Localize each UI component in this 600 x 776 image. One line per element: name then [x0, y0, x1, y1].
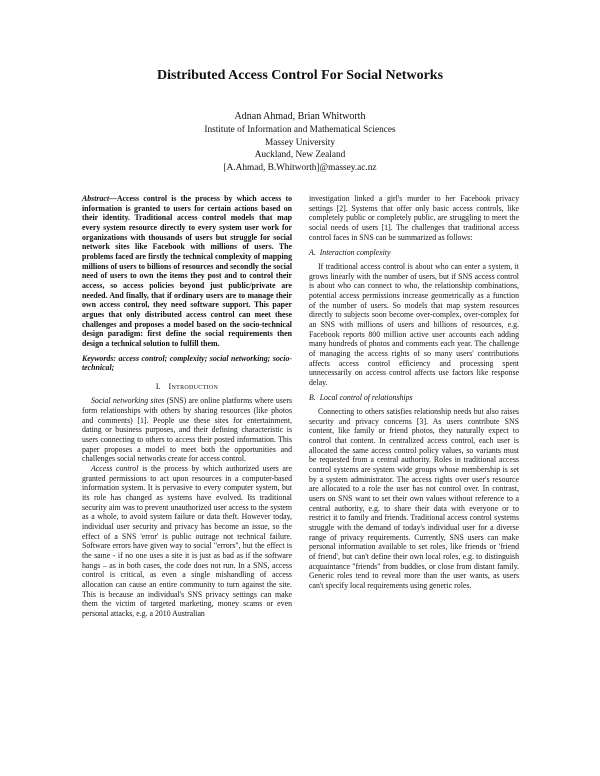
subsection-heading-b: [309, 393, 519, 403]
paper-title: Distributed Access Control For Social Networks: [156, 68, 444, 83]
affiliation-location: Auckland, New Zealand: [254, 150, 346, 160]
intro-paragraph-1: [82, 396, 292, 464]
subsection-heading-a: [309, 248, 519, 258]
subsection-a-paragraph: If traditional access control is about who can enter a system, it grows linearly with the number of users, but if SNS access control is about who can connect to who, the relationship combinations, potential access permissions increase geometrically as a function of the number of users. So models that map system resources directly to subjects soon become over-complex, over-complex for an SNS with millions of users and billions of resources, e.g. Facebook reports 800 million active user accounts each adding many hundreds of photos and comments each year. The challenge of managing the access rights of so many users' contributions affects access control efficiency and processing spent unnecessarily on access control affects use factors like response delay.: [309, 261, 519, 387]
subsection-title: Local control of relationships: [319, 393, 413, 403]
subsection-title: Interaction complexity: [319, 248, 391, 258]
section-number: I.: [155, 381, 161, 391]
term-sns: Social networking sites: [91, 396, 165, 406]
intro-paragraph-2-text: is the process by which authorized users are granted permissions to act upon resources in a computer-based information system. It is pervasive to every computer system, but its role has changed as systems have evolved. Its traditional security aim was to prevent unauthorized user access to the system as a whole, to avoid system failure or data theft. However today, individual user security and privacy has become an issue, so the effect of a SNS 'error' is public outrage not technical failure. Software errors have given way to social "errors", but the effect is the same - if no one uses a site it is just as bad as if the software hangs – as in both cases, the code does not run. In a SNS, access control is critical, as even a single mishandling of access allocation can cause an entire community to turn against the site. This is because an individual's SNS privacy settings can make them the victim of targeted marketing, money scams or even personal attacks, e.g. a 2010 Australian: [82, 464, 292, 618]
term-access-control: Access control: [91, 464, 139, 474]
author-names: Adnan Ahmad, Brian Whitworth: [234, 111, 366, 122]
keywords-label: Keywords:: [82, 353, 116, 363]
keywords-text: access control; complexity; social networking; socio-technical;: [82, 353, 292, 373]
subsection-b-paragraph: Connecting to others satisfies relationship needs but also raises security and privacy concerns [3]. As users contribute SNS content, like family or friend photos, they naturally expect to control that content. In centralized access control, each user is allocated the same access control policy values, so variants must be requested from a central authority. Roles in traditional access control systems are system wide groups whose membership is set by a system administrator. The access rights over user's resource are allocated to a role the user has not control over. In contrast, users on SNS want to set their own values without reference to a central authority, e.g. to share their data with everyone or to restrict it to family and friends. Traditional access control systems struggle with the demand of today's individual user for a diverse range of privacy requirements. Currently, SNS users can make personal information available to set roles, like friends or 'friend of friend', but can't define their own local roles, e.g. to distinguish acquaintance "friends" from buddies, or close from distant family. Generic roles tend to reveal more than the user wants, as users can't specify local requirements using generic roles.: [309, 407, 519, 590]
abstract-text: Access control is the process by which access to information is granted to users for certain actions based on their identity. Traditional access control models that map every system resource directly to every system user work for organizations with thousands of users but struggle for social network sites like Facebook with millions of users. The problems faced are firstly the technical complexity of mapping millions of users to billions of resources and secondly the social need of users to own the items they post and to control their access, so access policies beyond just public/private are needed. And finally, that if ordinary users are to manage their own access control, they need software support. This paper argues that only distributed access control can meet these challenges and proposes a model based on the socio-technical design paradigm: first define the social requirements then design a technical solution to fulfill them.: [82, 194, 292, 348]
subsection-label: B.: [309, 393, 316, 403]
left-column: [82, 194, 292, 619]
section-heading-introduction: [82, 382, 292, 392]
author-block: [0, 111, 600, 174]
author-emails: [A.Ahmad, B.Whitworth]@massey.ac.nz: [223, 162, 377, 173]
right-column: [309, 194, 519, 591]
abstract-label: Abstract—: [82, 194, 117, 203]
affiliation-university: Massey University: [265, 137, 335, 148]
intro-paragraph-1-text: (SNS) are online platforms where users form relationships with others by sharing resources (like photos and comments) [1]. People use these sites for entertainment, dating or business purposes, and their defining characteristic is users connecting to others to access their posted information. This paper proposes a model to meet both the opportunities and challenges social networks create for access control.: [82, 396, 293, 464]
keywords: [82, 354, 292, 373]
intro-paragraph-2: [82, 464, 292, 619]
subsection-label: A.: [309, 248, 316, 258]
intro-paragraph-2-continued: investigation linked a girl's murder to her Facebook privacy settings [2]. Systems that offer only basic access controls, like completely public or completely public, are struggling to meet the social needs of users [1]. The challenges that traditional access control faces in SNS can be summarized as follows:: [309, 194, 519, 242]
affiliation-institute: Institute of Information and Mathematical Sciences: [204, 125, 396, 135]
abstract: [82, 194, 292, 349]
section-title: Introduction: [168, 381, 219, 391]
